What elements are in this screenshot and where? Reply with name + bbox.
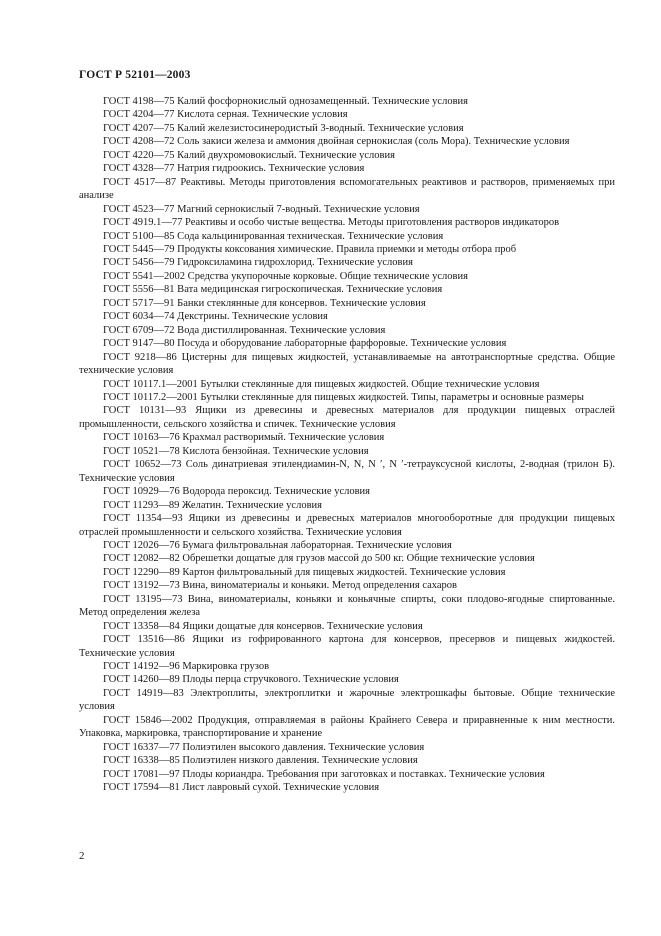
- list-item: ГОСТ 10652—73 Соль динатриевая этилендиамин-N, N, N ′, N ′-тетрауксусной кислоты, 2-водная (трилон Б). Технические условия: [79, 459, 615, 484]
- list-item: ГОСТ 14919—83 Электроплиты, электроплитки и жарочные электрошкафы бытовые. Общие технические условия: [79, 687, 615, 713]
- list-item: ГОСТ 5456—79 Гидроксиламина гидрохлорид. Технические условия: [103, 257, 413, 269]
- list-item: ГОСТ 17081—97 Плоды кориандра. Требования при заготовках и поставках. Технические условия: [103, 768, 545, 780]
- list-item: ГОСТ 14192—96 Маркировка грузов: [103, 661, 270, 673]
- list-item: ГОСТ 9218—86 Цистерны для пищевых жидкостей, устанавливаемые на автотранспортные средства. Общие технические условия: [79, 351, 615, 377]
- list-item: ГОСТ 4328—77 Натрия гидроокись. Технические условия: [103, 163, 365, 175]
- list-item: ГОСТ 4523—77 Магний сернокислый 7-водный. Технические условия: [103, 203, 420, 215]
- list-item: ГОСТ 9147—80 Посуда и оборудование лабораторные фарфоровые. Технические условия: [103, 338, 507, 350]
- list-item: ГОСТ 12026—76 Бумага фильтровальная лабораторная. Технические условия: [103, 539, 452, 551]
- list-item: ГОСТ 10131—93 Ящики из древесины и древесных материалов для продукции пищевых отраслей промышленности, сельского хозяйства и спичек. Технические условия: [79, 405, 615, 430]
- reference-list: [79, 95, 615, 795]
- list-item: ГОСТ 16337—77 Полиэтилен высокого давления. Технические условия: [103, 741, 425, 753]
- list-item: ГОСТ 12290—89 Картон фильтровальный для пищевых жидкостей. Технические условия: [103, 566, 506, 578]
- list-item: ГОСТ 17594—81 Лист лавровый сухой. Технические условия: [103, 782, 380, 794]
- list-item: ГОСТ 11354—93 Ящики из древесины и древесных материалов многооборотные для продукции пищевых отраслей промышленности и сельского хозяйства. Технические условия: [79, 513, 615, 538]
- list-item: ГОСТ 14260—89 Плоды перца стручкового. Технические условия: [103, 674, 399, 686]
- list-item: ГОСТ 12082—82 Обрешетки дощатые для грузов массой до 500 кг. Общие технические условия: [103, 553, 535, 565]
- list-item: ГОСТ 10929—76 Водорода пероксид. Технические условия: [103, 486, 370, 498]
- list-item: ГОСТ 4220—75 Калий двухромовокислый. Технические условия: [103, 149, 395, 161]
- list-item: ГОСТ 13358—84 Ящики дощатые для консервов. Технические условия: [103, 620, 423, 632]
- list-item: ГОСТ 10163—76 Крахмал растворимый. Технические условия: [103, 432, 385, 444]
- list-item: ГОСТ 11293—89 Желатин. Технические условия: [103, 499, 322, 511]
- list-item: ГОСТ 16338—85 Полиэтилен низкого давления. Технические условия: [103, 755, 418, 767]
- list-item: ГОСТ 4207—75 Калий железистосинеродистый 3-водный. Технические условия: [103, 122, 464, 134]
- list-item: ГОСТ 10117.1—2001 Бутылки стеклянные для пищевых жидкостей. Общие технические условия: [103, 378, 540, 390]
- list-item: ГОСТ 4208—72 Соль закиси железа и аммония двойная сернокислая (соль Мора). Технические условия: [103, 136, 570, 148]
- list-item: ГОСТ 13192—73 Вина, виноматериалы и коньяки. Метод определения сахаров: [103, 580, 457, 592]
- list-item: ГОСТ 5541—2002 Средства укупорочные корковые. Общие технические условия: [103, 270, 468, 282]
- list-item: ГОСТ 5100—85 Сода кальцинированная техническая. Технические условия: [103, 230, 444, 242]
- page-number: 2: [79, 850, 85, 862]
- list-item: ГОСТ 4517—87 Реактивы. Методы приготовления вспомогательных реактивов и растворов, применяемых при анализе: [79, 176, 615, 202]
- list-item: ГОСТ 13516—86 Ящики из гофрированного картона для консервов, пресервов и пищевых жидкостей. Технические условия: [79, 634, 615, 659]
- list-item: ГОСТ 6709—72 Вода дистиллированная. Технические условия: [103, 324, 386, 336]
- list-item: ГОСТ 6034—74 Декстрины. Технические условия: [103, 311, 328, 323]
- list-item: ГОСТ 5556—81 Вата медицинская гигроскопическая. Технические условия: [103, 284, 443, 296]
- list-item: ГОСТ 10521—78 Кислота бензойная. Технические условия: [103, 445, 369, 457]
- list-item: ГОСТ 4204—77 Кислота серная. Технические условия: [103, 109, 348, 121]
- list-item: ГОСТ 4198—75 Калий фосфорнокислый однозамещенный. Технические условия: [103, 96, 468, 107]
- list-item: ГОСТ 10117.2—2001 Бутылки стеклянные для пищевых жидкостей. Типы, параметры и основные размеры: [103, 391, 584, 403]
- list-item: ГОСТ 4919.1—77 Реактивы и особо чистые вещества. Методы приготовления растворов индикаторов: [103, 217, 560, 229]
- list-item: ГОСТ 5445—79 Продукты коксования химические. Правила приемки и методы отбора проб: [103, 243, 517, 255]
- list-item: ГОСТ 5717—91 Банки стеклянные для консервов. Технические условия: [103, 297, 426, 309]
- page-title: ГОСТ Р 52101—2003: [79, 69, 191, 81]
- list-item: ГОСТ 13195—73 Вина, виноматериалы, коньяки и коньячные спирты, соки плодово-ягодные спиртованные. Метод определения железа: [79, 593, 615, 619]
- list-item: ГОСТ 15846—2002 Продукция, отправляемая в районы Крайнего Севера и приравненные к ним местности. Упаковка, маркировка, транспортирование и хранение: [79, 714, 615, 740]
